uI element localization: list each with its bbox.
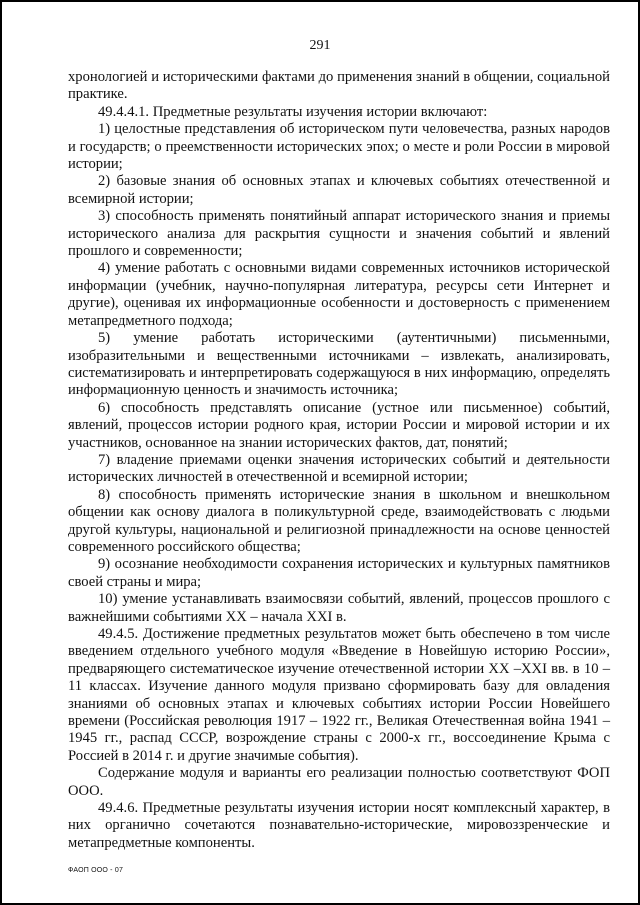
paragraph: 49.4.5. Достижение предметных результатов может быть обеспечено в том числе введением отдельного учебного модуля «Введение в Новейшую историю России», предваряющего систематическое изучение отечественной истории XX –XXI вв. в 10 – 11 классах. Изучение данного модуля призвано сформировать базу для овладения знаниями об основных этапах и ключевых событиях истории России Новейшего времени (Российская революция 1917 – 1922 гг., Великая Отечественная война 1941 – 1945 гг., распад СССР, возрождение страны с 2000-х гг., воссоединение Крыма с Россией в 2014 г. и другие значимые события). (68, 626, 610, 764)
page-number: 291 (309, 38, 331, 53)
list-item: 4) умение работать с основными видами современных источников исторической информации (учебник, научно-популярная литература, ресурсы сети Интернет и другие), оценивая их информационные особенности и достоверность с применением метапредметного подхода; (68, 260, 610, 329)
footer-code: ФАОП ООО - 07 (68, 867, 124, 874)
list-item: 9) осознание необходимости сохранения исторических и культурных памятников своей страны и мира; (68, 556, 610, 590)
paragraph: 49.4.4.1. Предметные результаты изучения истории включают: (98, 103, 488, 120)
list-item: 10) умение устанавливать взаимосвязи событий, явлений, процессов прошлого с важнейшими событиями XX – начала XXI в. (68, 591, 610, 625)
list-item: 3) способность применять понятийный аппарат исторического знания и приемы исторического анализа для раскрытия сущности и значения событий и явлений прошлого и современности; (68, 208, 610, 260)
list-item: 2) базовые знания об основных этапах и ключевых событиях отечественной и всемирной истории; (68, 173, 610, 207)
paragraph: 49.4.6. Предметные результаты изучения истории носят комплексный характер, в них органично сочетаются познавательно-исторические, мировоззренческие и метапредметные компоненты. (68, 800, 610, 851)
document-body (68, 69, 610, 852)
paragraph: Содержание модуля и варианты его реализации полностью соответствуют ФОП ООО. (68, 765, 610, 799)
list-item: 5) умение работать историческими (аутентичными) письменными, изобразительными и вещественными источниками – извлекать, анализировать, систематизировать и интерпретировать содержащуюся в них информацию, определять информационную ценность и значимость источника; (68, 330, 610, 399)
list-item: 6) способность представлять описание (устное или письменное) событий, явлений, процессов истории родного края, истории России и мировой истории и их участников, основанное на знании исторических фактов, дат, понятий; (68, 399, 610, 451)
list-item: 7) владение приемами оценки значения исторических событий и деятельности исторических личностей в отечественной и всемирной истории; (68, 451, 610, 486)
paragraph: хронологией и историческими фактами до применения знаний в общении, социальной практике. (68, 69, 610, 103)
list-item: 1) целостные представления об историческом пути человечества, разных народов и государств; о преемственности исторических эпох; о месте и роли России в мировой истории; (68, 121, 610, 173)
list-item: 8) способность применять исторические знания в школьном и внешкольном общении как основу диалога в поликультурной среде, взаимодействовать с людьми другой культуры, национальной и религиозной принадлежности на основе ценностей современного российского общества; (68, 486, 610, 555)
